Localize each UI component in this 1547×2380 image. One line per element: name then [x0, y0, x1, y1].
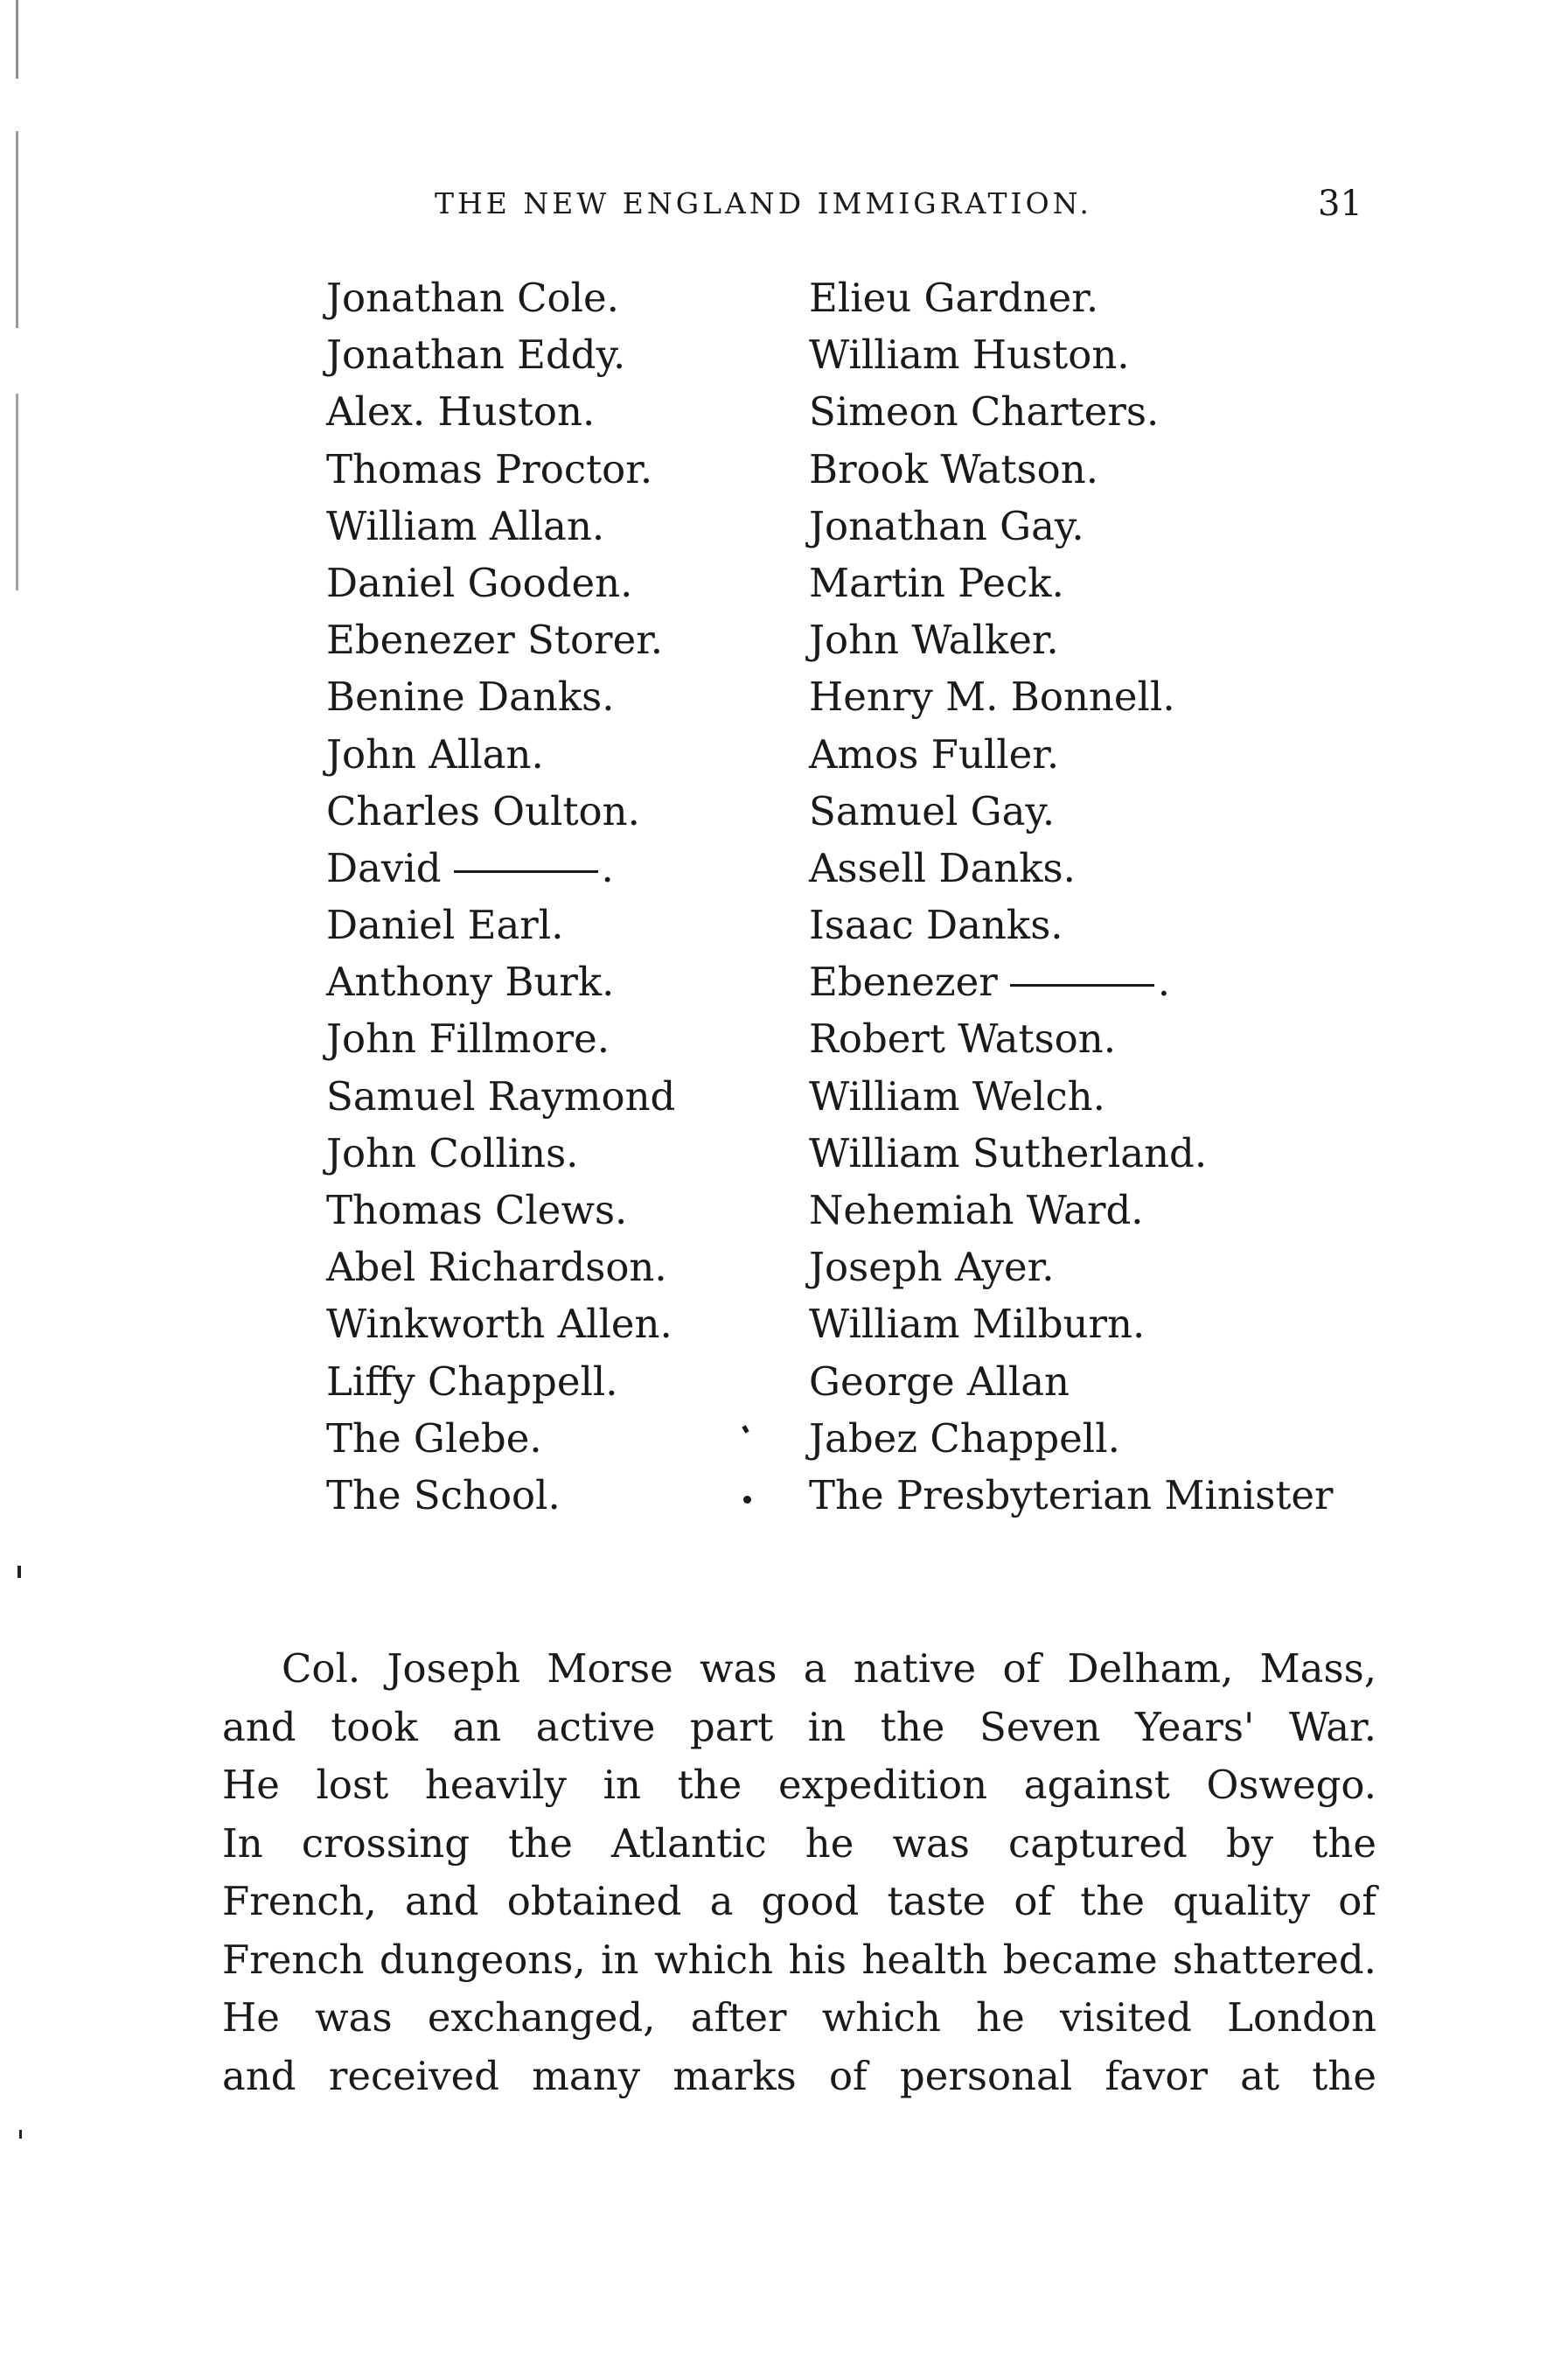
paragraph-line: French dungeons, in which his health became shattered.: [222, 1936, 1376, 1983]
name-entry: Abel Richardson.: [326, 1244, 667, 1291]
scan-speck-mark: [17, 1566, 21, 1578]
name-entry: Joseph Ayer.: [809, 1244, 1055, 1291]
name-entry: Isaac Danks.: [809, 902, 1063, 949]
name-entry: Simeon Charters.: [809, 388, 1160, 436]
names-column-right: [809, 269, 1421, 1524]
name-entry: William Huston.: [809, 332, 1130, 379]
name-entry: Martin Peck.: [809, 559, 1064, 606]
names-column-left: [326, 269, 798, 1524]
name-entry: Jonathan Cole.: [326, 275, 619, 321]
name-entry: Samuel Raymond: [326, 1072, 676, 1120]
name-entry: Henry M. Bonnell.: [809, 674, 1175, 721]
name-entry: George Allan: [809, 1358, 1070, 1405]
name-entry: William Allan.: [326, 502, 605, 549]
paragraph-line: and took an active part in the Seven Years' War.: [222, 1703, 1376, 1750]
name-entry: Jabez Chappell.: [809, 1414, 1120, 1462]
name-entry: John Allan.: [326, 730, 544, 778]
name-entry: Alex. Huston.: [326, 388, 596, 436]
print-dot-mark: [743, 1496, 751, 1504]
page-header: [0, 178, 1547, 230]
running-head: THE NEW ENGLAND IMMIGRATION.: [435, 186, 1092, 220]
paragraph-line: He lost heavily in the expedition against Oswego.: [222, 1762, 1376, 1808]
name-entry: Amos Fuller.: [809, 730, 1060, 778]
name-entry: Samuel Gay.: [809, 787, 1056, 834]
name-entry: Nehemiah Ward.: [809, 1187, 1144, 1233]
name-entry: The Presbyterian Minister: [809, 1471, 1334, 1518]
paragraph-line: Col. Joseph Morse was a native of Delham, Mass,: [282, 1645, 1376, 1692]
name-entry: John Collins.: [326, 1129, 579, 1176]
name-entry: Thomas Proctor.: [326, 445, 653, 492]
name-entry: William Milburn.: [809, 1301, 1146, 1348]
paragraph-line: French, and obtained a good taste of the quality of: [222, 1878, 1376, 1924]
name-entry: Assell Danks.: [809, 844, 1076, 891]
name-entry: William Welch.: [809, 1072, 1105, 1120]
body-paragraph: [222, 1640, 1376, 2105]
name-entry: Benine Danks.: [326, 674, 615, 721]
paragraph-line: In crossing the Atlantic he was captured by the: [222, 1819, 1376, 1867]
paragraph-line: He was exchanged, after which he visited London: [222, 1994, 1376, 2041]
name-entry: Daniel Earl.: [326, 902, 564, 949]
name-entry: John Walker.: [809, 617, 1059, 664]
blank-dash: [454, 870, 598, 873]
name-entry: Liffy Chappell.: [326, 1358, 618, 1405]
name-entry: Daniel Gooden.: [326, 559, 633, 606]
name-entry: Brook Watson.: [809, 445, 1099, 492]
name-entry: John Fillmore.: [326, 1016, 610, 1063]
name-entry: Jonathan Gay.: [809, 502, 1084, 549]
name-entry: Robert Watson.: [809, 1016, 1117, 1063]
blank-dash: [1010, 984, 1154, 987]
name-entry: Elieu Gardner.: [809, 275, 1099, 321]
name-entry: Ebenezer .: [809, 959, 1171, 1006]
name-entry: The School.: [326, 1471, 561, 1518]
name-entry: Anthony Burk.: [326, 959, 615, 1006]
name-entry: Thomas Clews.: [326, 1187, 628, 1233]
name-entry: The Glebe.: [326, 1414, 542, 1462]
page-number: 31: [1318, 184, 1362, 224]
name-entry: David .: [326, 844, 614, 891]
name-entry: Jonathan Eddy.: [326, 332, 626, 379]
name-entry: William Sutherland.: [809, 1129, 1208, 1176]
name-entry: Charles Oulton.: [326, 787, 640, 834]
scan-speck-mark: [19, 2130, 22, 2139]
name-entry: Ebenezer Storer.: [326, 617, 664, 664]
name-entry: Winkworth Allen.: [326, 1301, 672, 1348]
paragraph-line: and received many marks of personal favor at the: [222, 2052, 1376, 2099]
